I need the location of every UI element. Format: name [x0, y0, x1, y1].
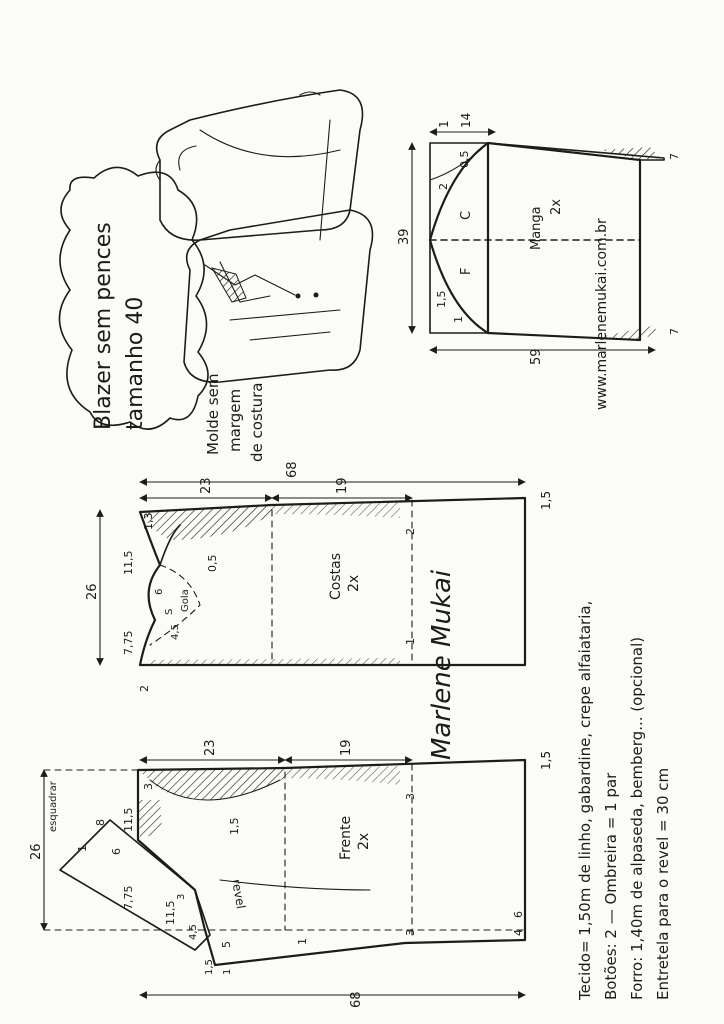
svg-text:1: 1	[452, 316, 465, 323]
svg-text:C: C	[459, 210, 474, 220]
svg-text:revel: revel	[229, 878, 249, 910]
svg-text:1,5: 1,5	[539, 750, 553, 770]
svg-text:F: F	[459, 267, 474, 275]
svg-text:2: 2	[404, 528, 417, 535]
svg-text:esquadrar: esquadrar	[48, 781, 59, 832]
svg-text:68: 68	[285, 461, 300, 478]
svg-text:6: 6	[110, 848, 123, 855]
svg-text:3: 3	[176, 893, 187, 900]
svg-text:11,5: 11,5	[122, 807, 135, 832]
svg-text:1: 1	[222, 968, 233, 975]
materials-line-2: Botões: 2 — Ombreira = 1 par	[602, 772, 620, 1000]
materials-line-4: Entretela para o revel = 30 cm	[654, 767, 672, 1000]
svg-text:2: 2	[437, 183, 450, 190]
blazer-sketch-back	[156, 90, 363, 240]
sleeve-count: 2x	[549, 199, 564, 215]
svg-text:1: 1	[437, 120, 451, 128]
materials-list	[576, 601, 672, 1001]
svg-text:68: 68	[349, 991, 364, 1008]
svg-text:26: 26	[85, 583, 100, 600]
svg-text:4: 4	[512, 929, 525, 936]
title-line1: Blazer sem pences	[91, 222, 116, 430]
svg-text:4,5: 4,5	[188, 924, 199, 940]
svg-text:39: 39	[397, 228, 412, 245]
website-text: www.marlenemukai.com.br	[594, 218, 610, 410]
svg-text:1,5: 1,5	[539, 490, 553, 510]
svg-text:1,3: 1,3	[142, 512, 155, 530]
svg-text:23: 23	[199, 477, 214, 494]
svg-text:1: 1	[404, 638, 417, 645]
svg-text:3: 3	[404, 929, 417, 936]
svg-text:6: 6	[154, 588, 165, 595]
title-cloud	[59, 167, 208, 430]
svg-text:8: 8	[94, 819, 107, 826]
materials-line-1: Tecido= 1,50m de linho, gabardine, crepe alfaiataria,	[576, 600, 594, 1000]
svg-text:1,5: 1,5	[204, 959, 215, 975]
back-label: Costas	[328, 553, 344, 600]
svg-text:19: 19	[339, 739, 354, 756]
svg-text:0,5: 0,5	[206, 554, 219, 572]
mold-note	[204, 374, 266, 462]
svg-text:S: S	[164, 608, 175, 615]
svg-text:1,5: 1,5	[435, 290, 448, 308]
svg-text:59: 59	[529, 348, 544, 365]
svg-text:margem: margem	[226, 388, 244, 452]
svg-text:11,5: 11,5	[122, 550, 135, 575]
svg-text:0,5: 0,5	[458, 150, 471, 168]
title-line2: tamanho 40	[123, 296, 148, 430]
svg-text:19: 19	[335, 477, 350, 494]
svg-text:7: 7	[668, 328, 681, 335]
back-count: 2x	[346, 574, 362, 592]
materials-line-3: Forro: 1,40m de alpaseda, bemberg... (opcional)	[628, 636, 646, 1000]
signature: Marlene Mukai	[427, 569, 457, 760]
front-count: 2x	[356, 832, 372, 850]
svg-text:1: 1	[296, 938, 309, 945]
svg-text:1,5: 1,5	[228, 817, 241, 835]
svg-text:Gola: Gola	[180, 589, 191, 612]
svg-text:1: 1	[76, 845, 89, 852]
blazer-sketch-front	[184, 210, 373, 382]
front-pattern	[29, 739, 553, 1008]
svg-text:14: 14	[459, 112, 473, 128]
svg-text:Molde sem: Molde sem	[204, 373, 222, 455]
svg-text:7: 7	[668, 153, 681, 160]
svg-text:2: 2	[138, 685, 151, 692]
front-label: Frente	[338, 815, 354, 860]
sleeve-pattern	[397, 113, 681, 365]
svg-text:7,75: 7,75	[122, 630, 135, 655]
svg-text:4,5: 4,5	[170, 624, 181, 640]
svg-text:7,75: 7,75	[122, 885, 135, 910]
svg-text:23: 23	[203, 739, 218, 756]
svg-text:11,5: 11,5	[164, 900, 177, 925]
svg-text:de costura: de costura	[248, 382, 266, 462]
svg-text:26: 26	[29, 843, 44, 860]
svg-text:5: 5	[220, 941, 233, 948]
sleeve-label: Manga	[529, 206, 544, 250]
svg-text:6: 6	[512, 911, 525, 918]
svg-text:3: 3	[142, 783, 155, 790]
svg-text:3: 3	[404, 793, 417, 800]
back-pattern	[85, 461, 553, 692]
